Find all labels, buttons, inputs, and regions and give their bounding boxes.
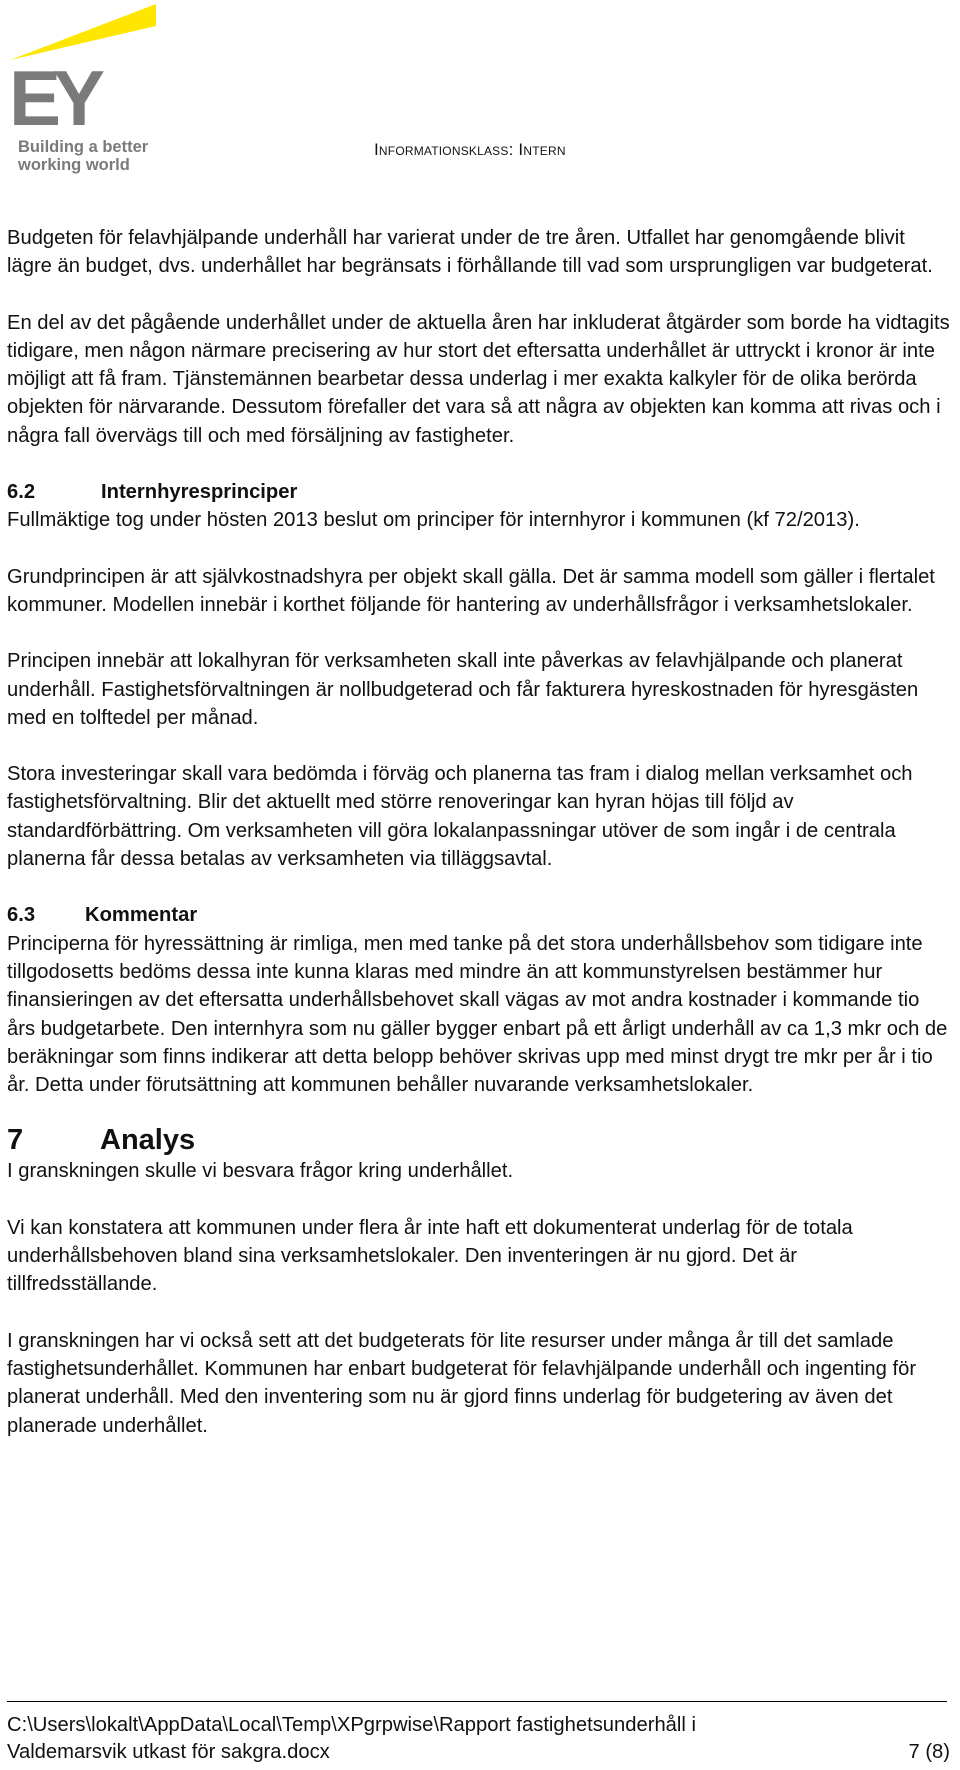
paragraph: En del av det pågående underhållet under de aktuella åren har inkluderat åtgärder som borde ha vidtagits tidigare, men någon närmare precisering av hur stort det eftersatta underhållet är uttryckt i kronor är inte möjligt att få fram. Tjänstemännen bearbetar dessa underlag i mer exakta kalkyler för de olika berörda objekten för närvarande. Dessutom förefaller det vara så att några av objekten kan komma att rivas och i några fall övervägs till och med försäljning av fastigheter. — [7, 311, 950, 447]
paragraph: Fullmäktige tog under hösten 2013 beslut om principer för internhyror i kommunen (kf 72/2013). — [7, 509, 860, 532]
section-heading-6-3 — [7, 901, 952, 929]
paragraph: I granskningen skulle vi besvara frågor kring underhållet. — [7, 1160, 514, 1183]
ey-logo — [8, 4, 158, 176]
logo-tagline-1: Building a better — [18, 138, 149, 156]
section-number: 6.3 — [7, 904, 36, 927]
paragraph: Grundprincipen är att självkostnadshyra per objekt skall gälla. Det är samma modell som gäller i flertalet kommuner. Modellen innebär i korthet följande för hantering av underhållsfrågor i verksamhetslokaler. — [7, 565, 935, 616]
paragraph: Stora investeringar skall vara bedömda i förväg och planerna tas fram i dialog mellan verksamhet och fastighetsförvaltning. Blir det aktuellt med större renoveringar kan hyran höjas till följd av standardförbättring. Om verksamheten vill göra lokalanpassningar utöver de som ingår i de centrala planerna får dessa betalas av verksamheten via tilläggsavtal. — [7, 763, 913, 871]
page-footer — [7, 1712, 950, 1766]
chapter-heading-7 — [7, 1123, 952, 1157]
logo-mark: EY — [9, 54, 98, 142]
section-title: Kommentar — [85, 904, 198, 927]
section-title: Internhyresprinciper — [101, 481, 298, 504]
footer-file-path-line1: C:\Users\lokalt\AppData\Local\Temp\XPgrpwise\Rapport fastighetsunderhåll i — [7, 1714, 696, 1736]
logo-tagline-2: working world — [18, 156, 130, 174]
page-number: 7 (8) — [908, 1741, 950, 1763]
footer-divider — [7, 1701, 947, 1702]
paragraph: Budgeten för felavhjälpande underhåll har varierat under de tre åren. Utfallet har genomgående blivit lägre än budget, dvs. underhållet har begränsats i förhållande till vad som ursprungligen var budgeterat. — [7, 227, 933, 278]
chapter-number: 7 — [7, 1124, 24, 1157]
section-heading-6-2 — [7, 478, 952, 506]
classification-label — [374, 140, 566, 160]
logo-yellow-beam — [10, 4, 156, 60]
paragraph: I granskningen har vi också sett att det budgeterats för lite resurser under många år till det samlade fastighetsunderhållet. Kommunen har enbart budgeterat för felavhjälpande underhåll och ingenting för planerat underhåll. Med den inventering som nu är gjord finns underlag för budgetering av även det planerade underhållet. — [7, 1329, 917, 1437]
section-number: 6.2 — [7, 481, 36, 504]
chapter-title: Analys — [100, 1124, 196, 1157]
document-body — [7, 224, 952, 1468]
footer-file-path-line2: Valdemarsvik utkast för sakgra.docx — [7, 1741, 330, 1763]
paragraph: Principerna för hyressättning är rimliga, men med tanke på det stora underhållsbehov som tidigare inte tillgodosetts bedöms dessa inte kunna klaras med mindre än att kommunstyrelsen bestämmer hur finansieringen av det eftersatta underhållsbehovet skall vägas av mot andra kostnader i kommande tio års budgetarbete. Den internhyra som nu gäller bygger enbart på ett årligt underhåll av ca 1,3 mkr och de beräkningar som finns indikerar att detta belopp behöver skrivas upp med minst drygt tre mkr per år i tio år. Detta under förutsättning att kommunen behåller nuvarande verksamhetslokaler. — [7, 932, 948, 1097]
paragraph: Principen innebär att lokalhyran för verksamheten skall inte påverkas av felavhjälpande och planerat underhåll. Fastighetsförvaltningen är nollbudgeterad och får fakturera hyreskostnaden för hyresgästen med en tolftedel per månad. — [7, 650, 919, 729]
classification-text: Informationsklass: Intern — [374, 140, 566, 159]
paragraph: Vi kan konstatera att kommunen under flera år inte haft ett dokumenterat underlag för de totala underhållsbehoven bland sina verksamhetslokaler. Den inventeringen är nu gjord. Det är tillfredsställande. — [7, 1216, 853, 1296]
